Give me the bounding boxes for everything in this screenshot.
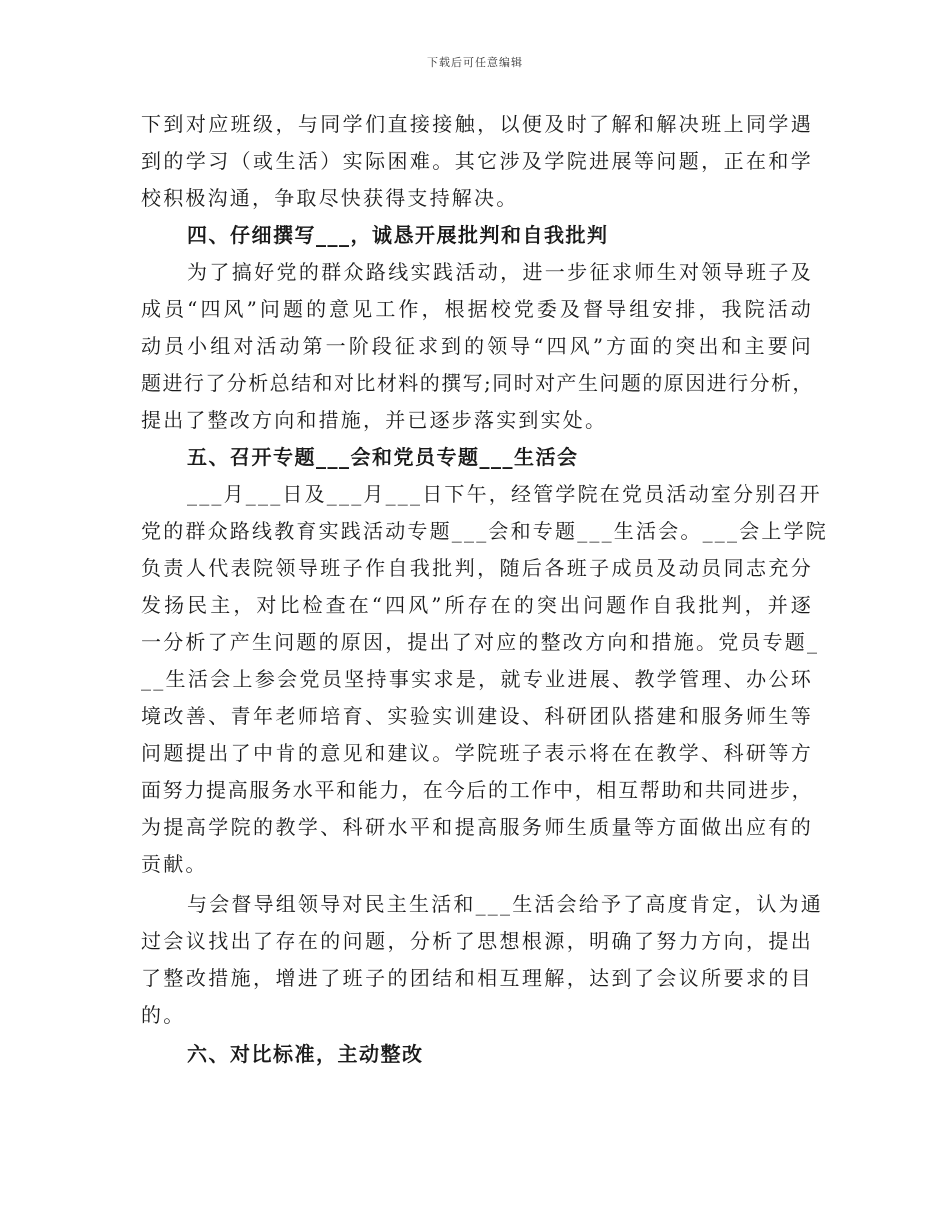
paragraph-section-5 <box>141 476 828 883</box>
paragraph-continuation <box>141 106 813 217</box>
text-line: 为提高学院的教学、科研水平和提高服务师生质量等方面做出应有的 <box>141 815 813 839</box>
text-line: 境改善、青年老师培育、实验实训建设、科研团队搭建和服务师生等 <box>141 704 813 728</box>
text-line: 面努力提高服务水平和能力，在今后的工作中，相互帮助和共同进步， <box>141 778 813 802</box>
paragraph-section-4 <box>141 254 813 439</box>
text-line: 成员“四风”问题的意见工作，根据校党委及督导组安排，我院活动 <box>141 297 813 321</box>
text-line: 过会议找出了存在的问题，分析了思想根源，明确了努力方向，提出 <box>141 929 813 953</box>
text-line: 发扬民主，对比检查在“四风”所存在的突出问题作自我批判，并逐 <box>141 593 813 617</box>
text-line: 的。 <box>141 1003 186 1027</box>
text-line: ___月___日及___月___日下午，经管学院在党员活动室分别召开 <box>187 482 822 506</box>
section-heading-6: 六、对比标准，主动整改 <box>187 1042 424 1066</box>
text-line: 提出了整改方向和措施，并已逐步落实到实处。 <box>141 408 608 432</box>
text-line: 与会督导组领导对民主生活和___生活会给予了高度肯定，认为通 <box>187 892 823 916</box>
text-line: 题进行了分析总结和对比材料的撰写;同时对产生问题的原因进行分析， <box>141 371 813 395</box>
text-line: 到的学习（或生活）实际困难。其它涉及学院进展等问题，正在和学 <box>141 149 813 173</box>
text-line: 负责人代表院领导班子作自我批判，随后各班子成员及动员同志充分 <box>141 556 813 580</box>
text-line: 了整改措施，增进了班子的团结和相互理解，达到了会议所要求的目 <box>141 966 813 990</box>
text-line: 党的群众路线教育实践活动专题___会和专题___生活会。___会上学院 <box>141 519 828 543</box>
text-line: 一分析了产生问题的原因，提出了对应的整改方向和措施。党员专题_ <box>141 630 820 654</box>
text-line: 动员小组对活动第一阶段征求到的领导“四风”方面的突出和主要问 <box>141 334 813 358</box>
text-line: 为了搞好党的群众路线实践活动，进一步征求师生对领导班子及 <box>187 260 813 284</box>
page-header-note: 下载后可任意编辑 <box>427 56 523 69</box>
paragraph-review <box>141 886 823 1034</box>
section-heading-4: 四、仔细撰写___，诚恳开展批判和自我批判 <box>187 223 609 247</box>
text-line: 校积极沟通，争取尽快获得支持解决。 <box>141 186 519 210</box>
document-body <box>141 106 828 1073</box>
text-line: __生活会上参会党员坚持事实求是，就专业进展、教学管理、办公环 <box>141 667 813 691</box>
section-heading-5: 五、召开专题___会和党员专题___生活会 <box>187 445 579 469</box>
text-line: 问题提出了中肯的意见和建议。学院班子表示将在在教学、科研等方 <box>141 741 813 765</box>
text-line: 下到对应班级，与同学们直接接触，以便及时了解和解决班上同学遇 <box>141 112 813 136</box>
text-line: 贡献。 <box>141 852 208 876</box>
